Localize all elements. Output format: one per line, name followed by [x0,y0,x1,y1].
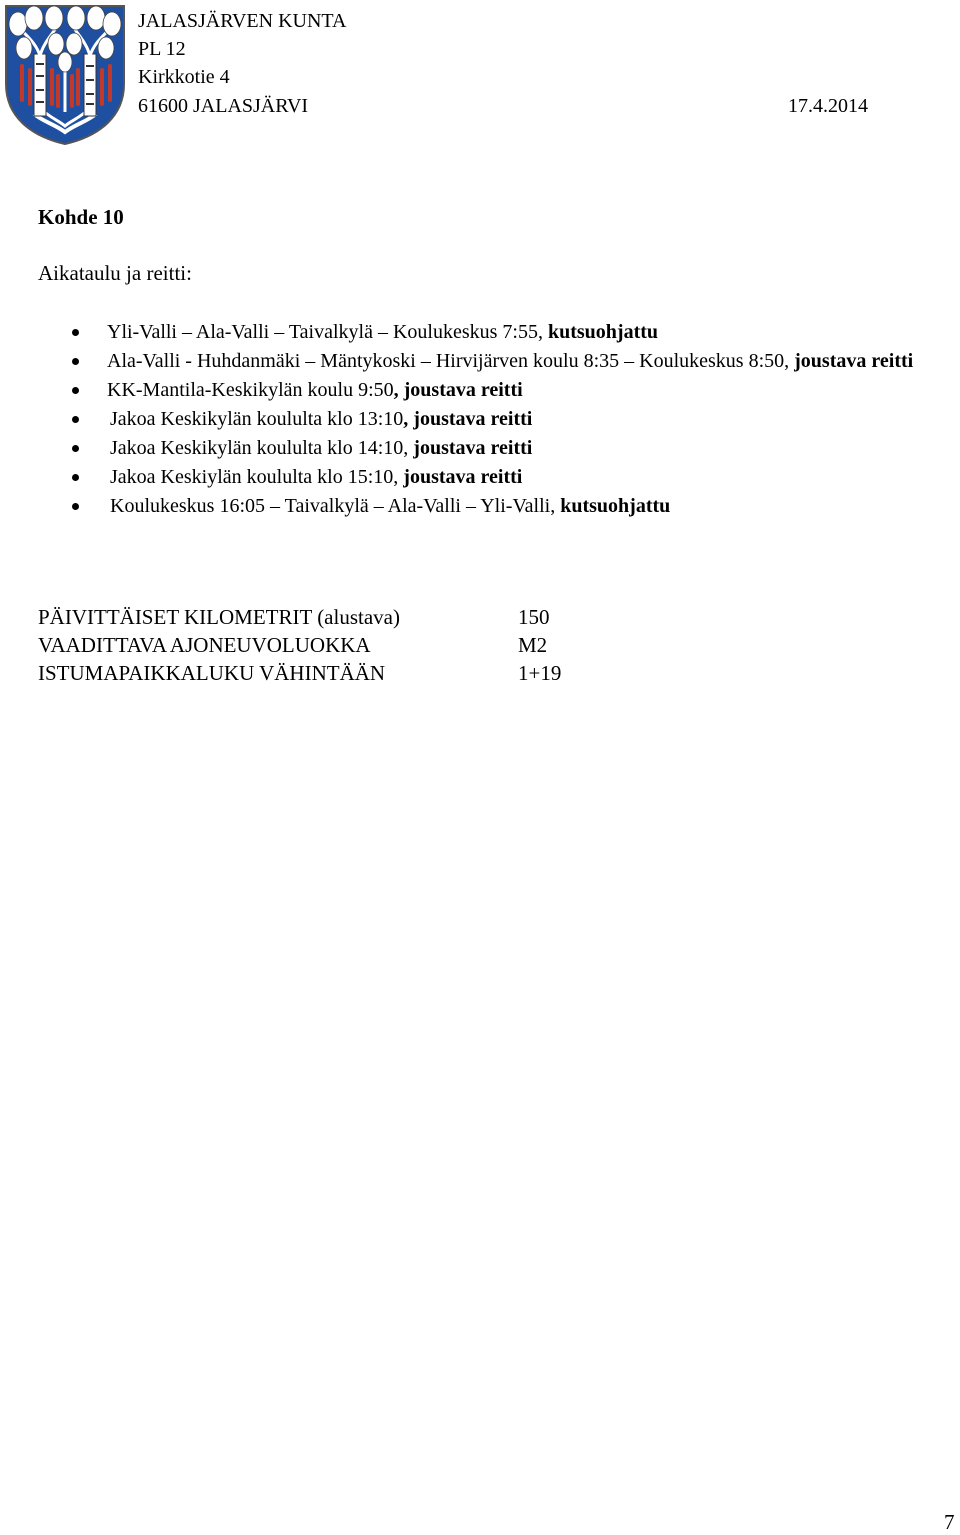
spec-value: 150 [518,605,550,629]
route-type: joustava reitti [403,466,523,488]
list-item [0,405,960,434]
spec-label: VAADITTAVA AJONEUVOLUOKKA [38,633,371,657]
page-number: 7 [944,1510,955,1534]
bullet-icon [72,358,79,365]
list-item [0,434,960,463]
route-text: Ala-Valli - Huhdanmäki – Mäntykoski – Hirvijärven koulu 8:35 – Koulukeskus 8:50, [107,350,795,372]
route-text: Jakoa Keskikylän koululta klo 13:10 [110,408,404,430]
spec-label: PÄIVITTÄISET KILOMETRIT (alustava) [38,605,400,629]
org-name: JALASJÄRVEN KUNTA [138,10,347,32]
route-type: , joustava reitti [393,379,523,401]
route-type: kutsuohjattu [547,321,659,343]
postal-address: 61600 JALASJÄRVI [138,95,309,117]
po-box: PL 12 [138,38,186,60]
route-list [0,318,960,521]
route-type: , joustava reitti [403,408,533,430]
spec-label: ISTUMAPAIKKALUKU VÄHINTÄÄN [38,661,386,685]
route-type: joustava reitti [794,350,914,372]
route-text: Koulukeskus 16:05 – Taivalkylä – Ala-Valli – Yli-Valli, [110,495,561,517]
coat-of-arms-icon [4,4,126,146]
list-item [0,318,960,347]
route-text: Jakoa Keskikylän koululta klo 14:10, [110,437,414,459]
route-type: joustava reitti [413,437,533,459]
list-item [0,376,960,405]
bullet-icon [72,503,79,510]
bullet-icon [72,474,79,481]
bullet-icon [72,416,79,423]
route-type: kutsuohjattu [560,495,671,517]
list-item [0,463,960,492]
page-title: Kohde 10 [38,205,124,229]
list-item [0,492,960,521]
route-text: Yli-Valli – Ala-Valli – Taivalkylä – Koulukeskus 7:55, [107,321,548,343]
street-address: Kirkkotie 4 [138,66,230,88]
route-text: KK-Mantila-Keskikylän koulu 9:50 [107,379,394,401]
document-date: 17.4.2014 [788,95,868,117]
bullet-icon [72,445,79,452]
spec-value: M2 [518,633,548,657]
section-heading: Aikataulu ja reitti: [38,261,192,285]
list-item [0,347,960,376]
bullet-icon [72,387,79,394]
spec-value: 1+19 [518,661,562,685]
route-text: Jakoa Keskiylän koululta klo 15:10, [110,466,404,488]
bullet-icon [72,329,79,336]
